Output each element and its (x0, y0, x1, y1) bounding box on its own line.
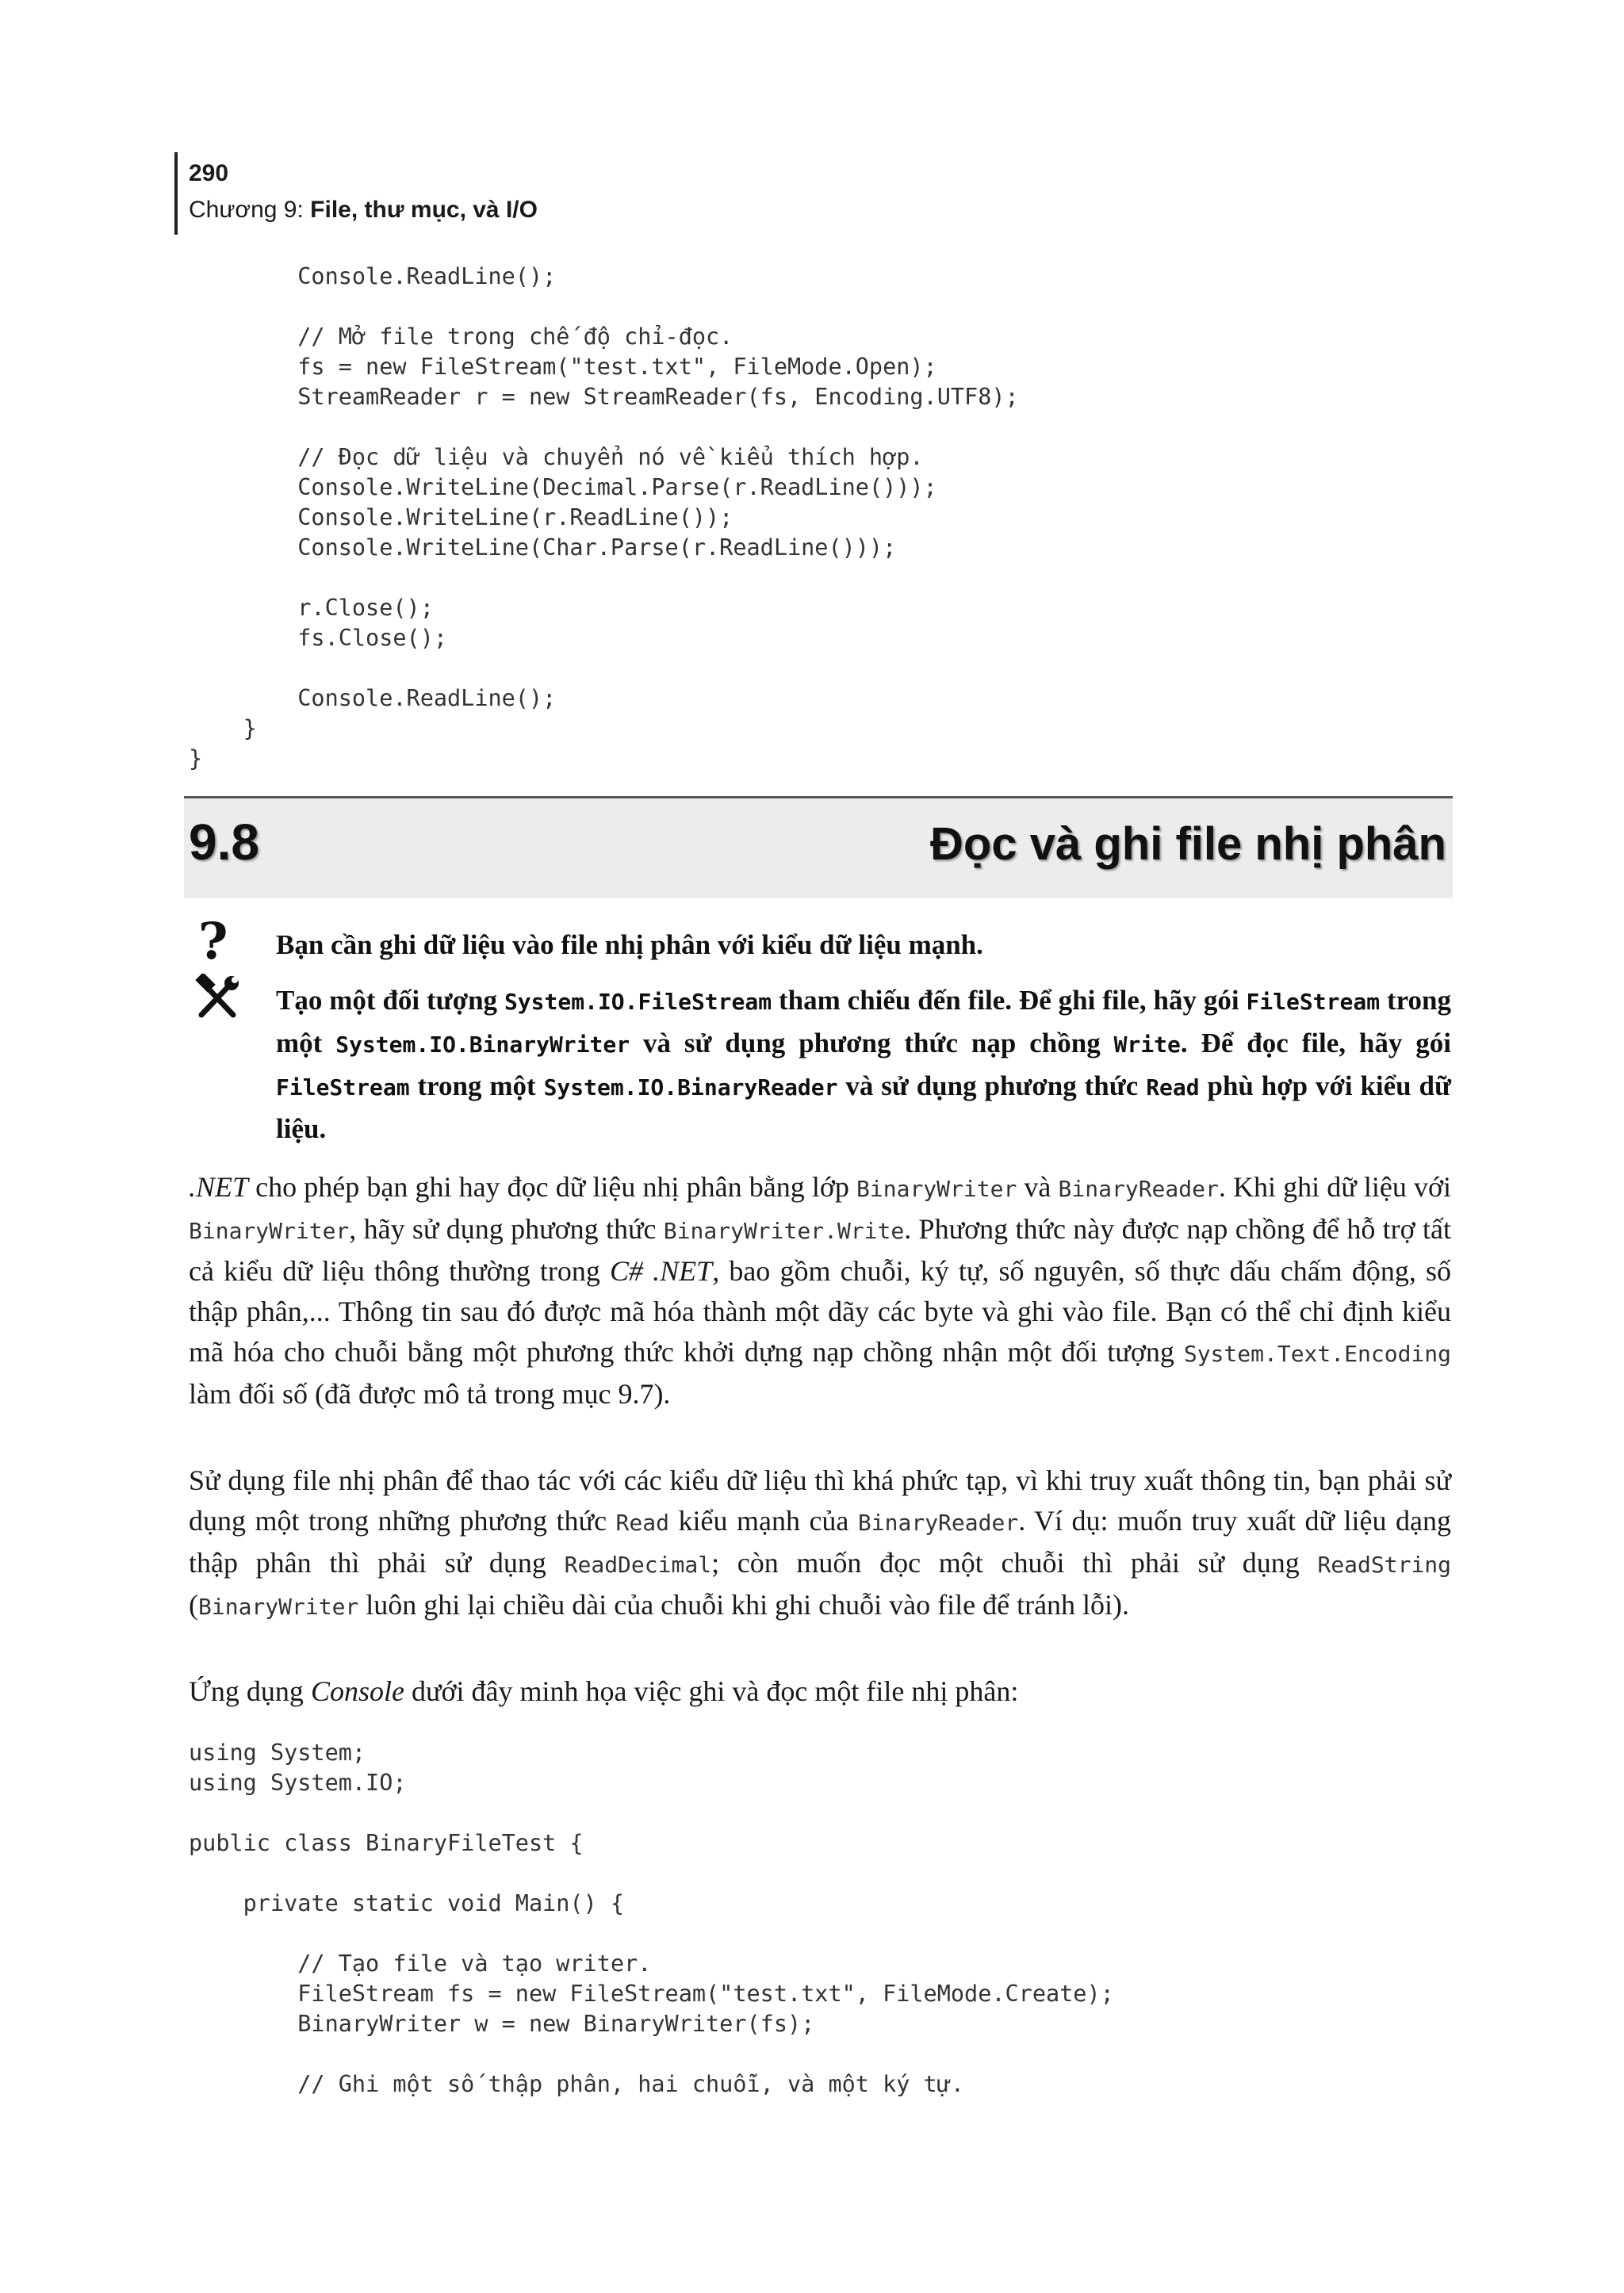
solution-text: và sử dụng phương thức nạp chồng (630, 1028, 1114, 1058)
body-text: , bao gồm chuỗi, ký tự, số nguyên, số thực dấu chấm động, số thập phân,... Thông tin sau đó được mã hóa thành một dãy các byte và ghi vào file. Bạn có thể chỉ định kiểu mã hóa cho chuỗi bằng một phương thức khởi dựng nạp chồng nhận một đối tượng (189, 1255, 1451, 1368)
chapter-prefix: Chương 9: (189, 197, 311, 223)
solution-code: FileStream (1246, 989, 1381, 1015)
body-text: , hãy sử dụng phương thức (349, 1213, 664, 1245)
chapter-title: File, thư mục, và I/O (310, 197, 538, 223)
header-rule (174, 152, 178, 235)
inline-code: BinaryWriter (856, 1176, 1017, 1202)
inline-code: ReadString (1317, 1552, 1452, 1578)
body-text: luôn ghi lại chiều dài của chuỗi khi ghi chuỗi vào file để tránh lỗi). (358, 1589, 1130, 1621)
body-text: ( (189, 1589, 198, 1621)
solution-text: và sử dụng phương thức (837, 1070, 1147, 1101)
body-text: làm đối số (đã được mô tả trong mục 9.7). (189, 1378, 671, 1410)
page-number: 290 (189, 160, 229, 186)
solution-code: FileStream (276, 1074, 410, 1101)
solution-code: Read (1146, 1074, 1200, 1101)
solution-text: trong một (276, 985, 1451, 1058)
body-text: Sử dụng file nhị phân để thao tác với các kiểu dữ liệu thì khá phức tạp, vì khi truy xuất thông tin, bạn phải sử dụng một trong những phương thức (189, 1464, 1451, 1537)
body-paragraph-1 (189, 1167, 1451, 1414)
chapter-header (189, 197, 538, 224)
italic-term: .NET (189, 1171, 249, 1203)
solution-code: System.IO.FileStream (504, 989, 772, 1015)
inline-code: ReadDecimal (564, 1552, 712, 1578)
section-title: Đọc và ghi file nhị phân (930, 818, 1446, 870)
solution-code: System.IO.BinaryWriter (335, 1032, 630, 1058)
section-heading (184, 796, 1453, 898)
code-listing-bottom: using System; using System.IO; public class BinaryFileTest { private static void Main() { // Tạo file và tạo writer. FileStream fs = new FileStream("test.txt", FileMode.Create); BinaryWriter w = new BinaryWriter(fs); // Ghi một số thập phân, hai chuỗi, và một ký tự. (189, 1740, 1114, 2097)
body-text: Ứng dụng (189, 1675, 311, 1707)
inline-code: BinaryReader (1058, 1176, 1219, 1202)
tools-icon (193, 974, 241, 1021)
body-text: dưới đây minh họa việc ghi và đọc một file nhị phân: (404, 1675, 1019, 1707)
inline-code: Read (615, 1510, 669, 1536)
inline-code: System.Text.Encoding (1183, 1341, 1451, 1367)
inline-code: BinaryWriter (198, 1594, 359, 1620)
solution-text: . Để đọc file, hãy gói (1180, 1028, 1452, 1058)
body-text: ; còn muốn đọc một chuỗi thì phải sử dụng (711, 1547, 1318, 1579)
solution-text: trong một (409, 1070, 544, 1101)
body-text: . Phương thức này được nạp chồng để hỗ trợ tất cả kiểu dữ liệu thông thường trong (189, 1213, 1451, 1287)
inline-code: BinaryWriter.Write (663, 1218, 905, 1244)
body-paragraph-2 (189, 1460, 1451, 1627)
solution-text: tham chiếu đến file. Để ghi file, hãy gói (772, 985, 1247, 1016)
code-listing-top: Console.ReadLine(); // Mở file trong chế độ chỉ-đọc. fs = new FileStream("test.txt", FileMode.Open); StreamReader r = new StreamReader(fs, Encoding.UTF8); // Đọc dữ liệu và chuyển nó về kiểu thích hợp. Console.WriteLine(Decimal.Parse(r.ReadLine())); Console.WriteLine(r.ReadLine()); Console.WriteLine(Char.Parse(r.ReadLine())); r.Close(); fs.Close(); Console.ReadLine(); } } (189, 263, 1019, 771)
body-paragraph-3 (189, 1671, 1451, 1712)
section-number: 9.8 (189, 813, 259, 871)
inline-code: BinaryReader (857, 1510, 1019, 1536)
solution-text: Tạo một đối tượng (276, 985, 504, 1016)
body-text: . Khi ghi dữ liệu với (1218, 1171, 1451, 1203)
body-text: cho phép bạn ghi hay đọc dữ liệu nhị phân bằng lớp (248, 1171, 857, 1203)
body-text: . Ví dụ: muốn truy xuất dữ liệu dạng thập phân thì phải sử dụng (189, 1505, 1451, 1579)
solution-code: Write (1113, 1032, 1181, 1058)
question-mark-icon: ? (198, 912, 228, 971)
solution-code: System.IO.BinaryReader (543, 1074, 838, 1101)
italic-term: Console (310, 1675, 404, 1707)
italic-term: C# .NET (610, 1255, 713, 1287)
solution-text: phù hợp với kiểu dữ liệu. (276, 1070, 1451, 1144)
body-text: kiểu mạnh của (668, 1505, 858, 1537)
problem-statement: Bạn cần ghi dữ liệu vào file nhị phân với kiểu dữ liệu mạnh. (276, 929, 983, 960)
inline-code: BinaryWriter (189, 1218, 350, 1244)
solution-statement (276, 980, 1451, 1150)
body-text: và (1017, 1171, 1059, 1203)
